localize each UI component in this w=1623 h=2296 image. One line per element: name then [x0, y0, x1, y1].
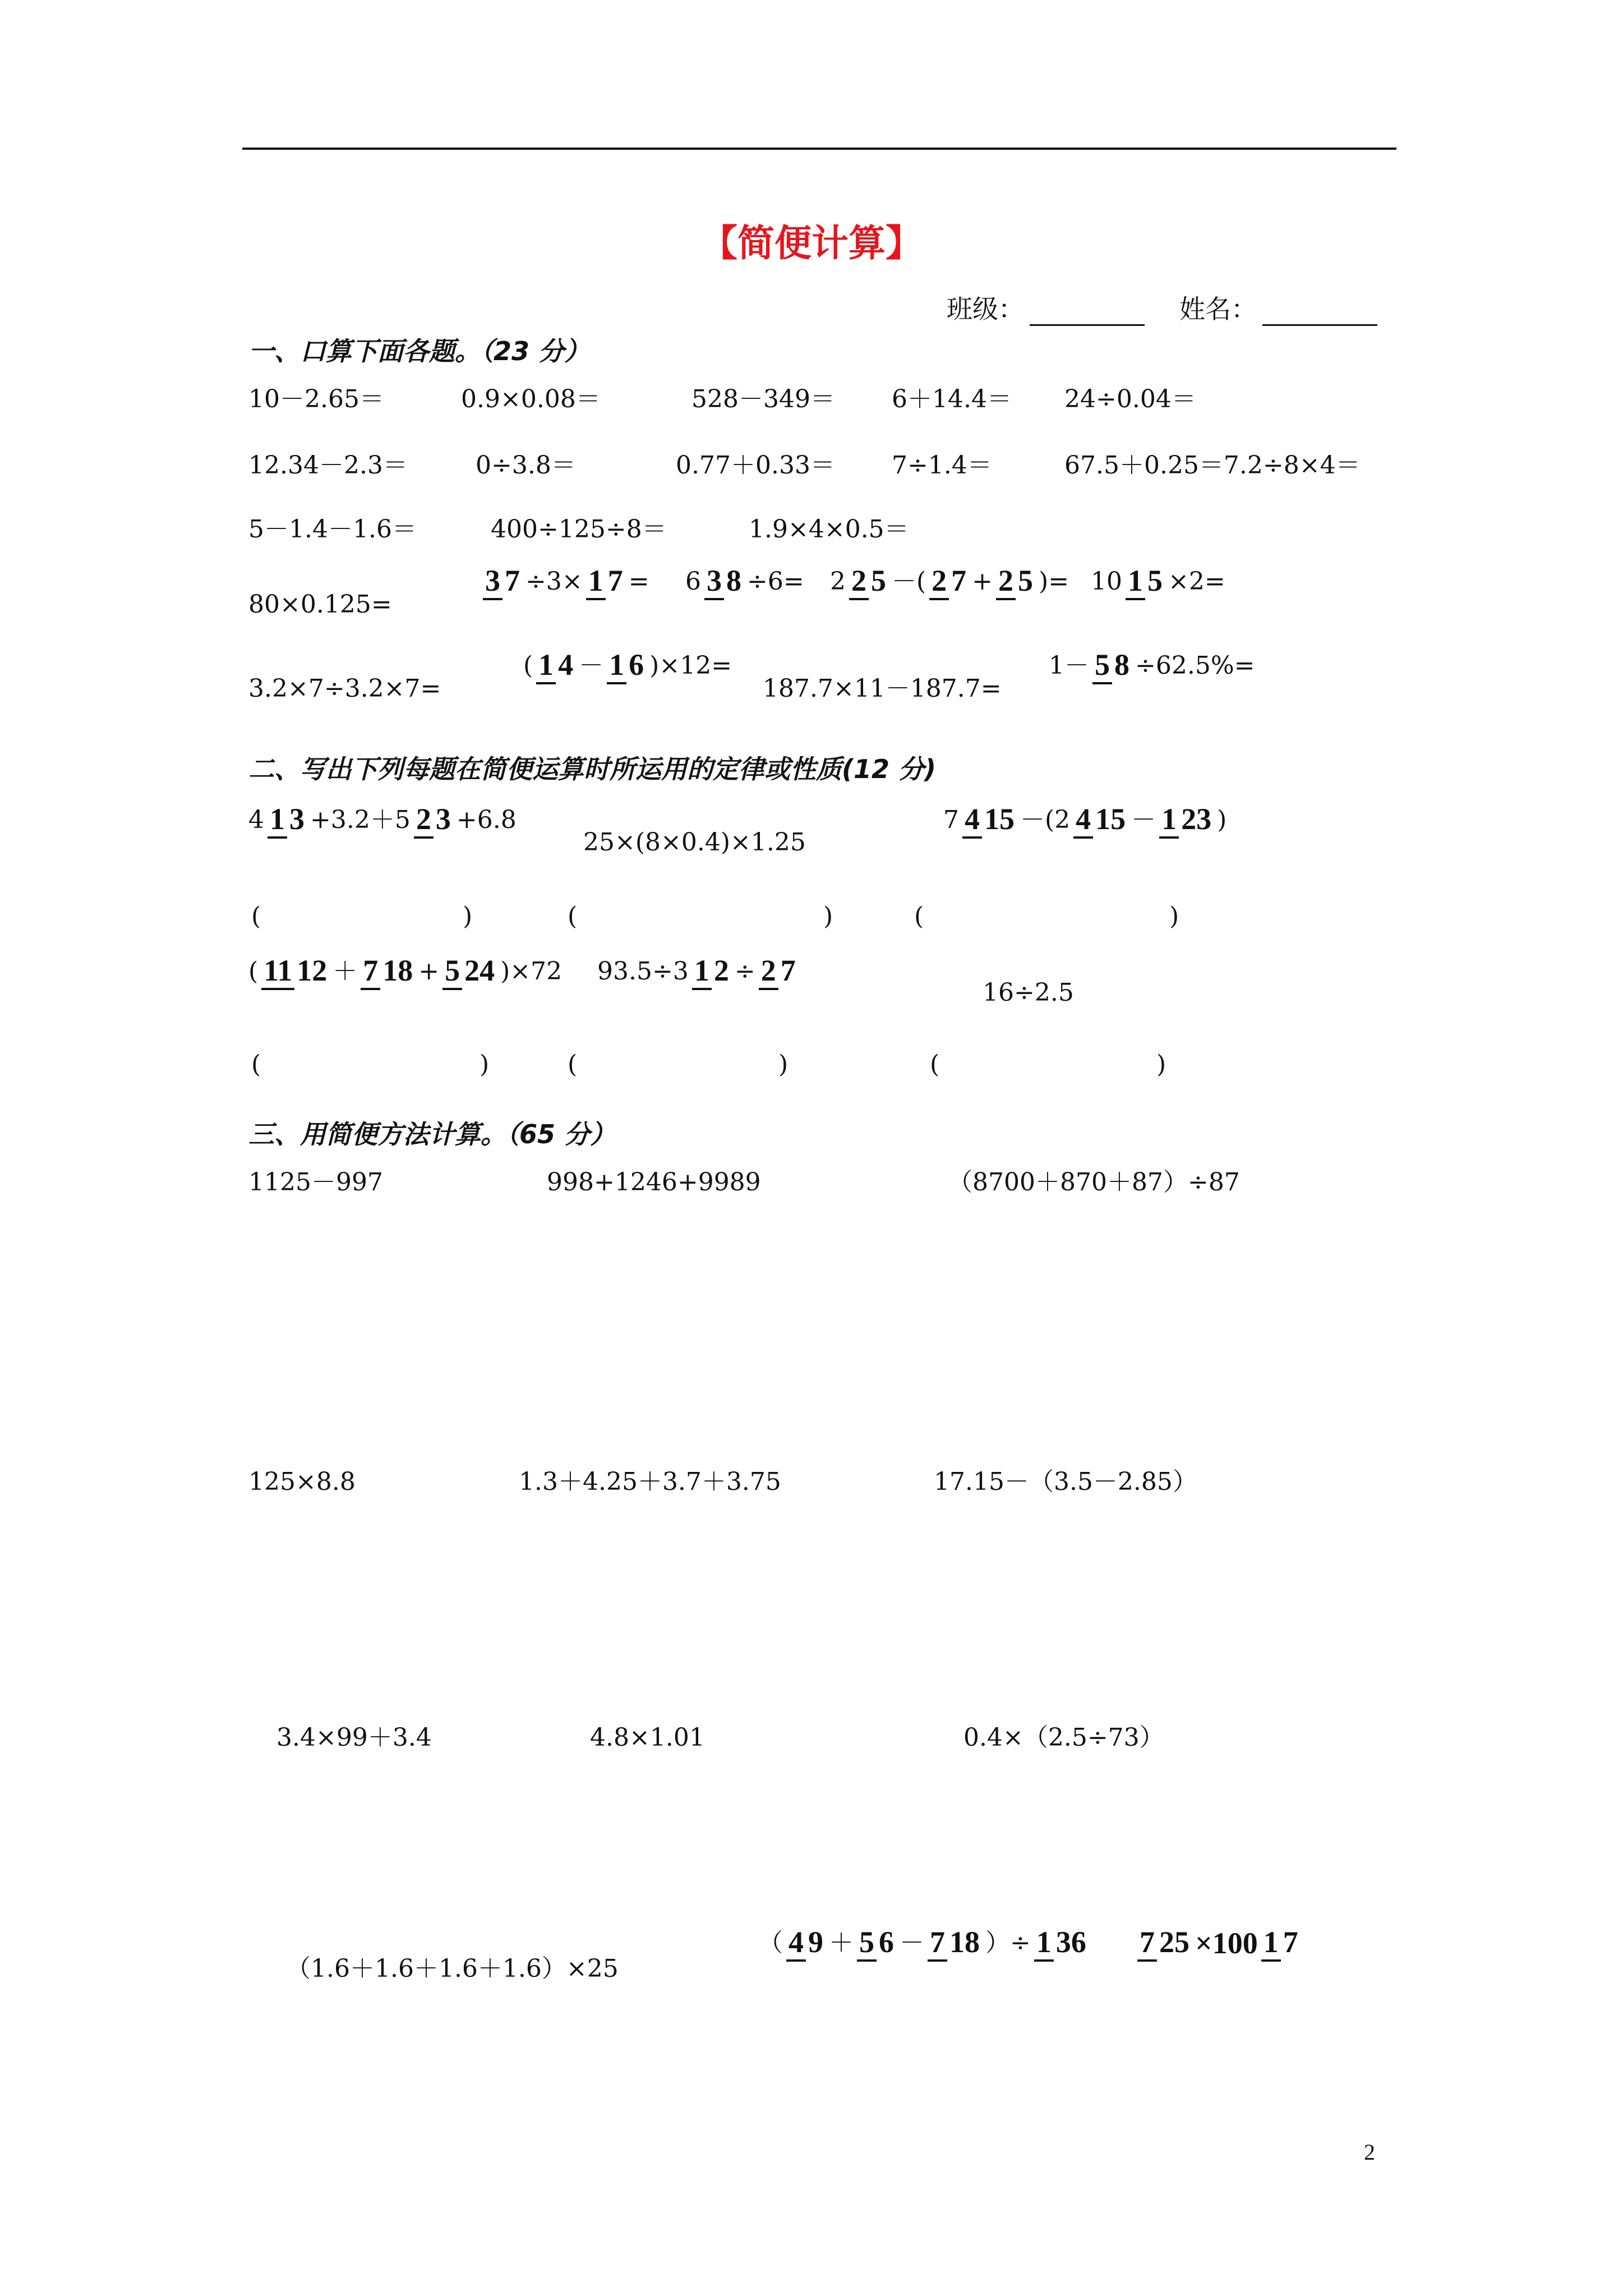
name-blank[interactable]: [1262, 300, 1377, 326]
oral-fraction-item: 6 3 8 ÷6=: [685, 564, 804, 600]
fraction: 1 23: [1159, 802, 1214, 839]
oral-fraction-item: 1－ 5 8 ÷62.5%=: [1049, 648, 1255, 684]
law-item: 16÷2.5: [983, 978, 1074, 1007]
calc-item: 0.4×（2.5÷73）: [963, 1723, 1164, 1752]
oral-item: 0÷3.8＝: [476, 451, 576, 480]
answer-close-paren: ): [479, 1050, 490, 1079]
fraction: 7 25: [1137, 1925, 1192, 1962]
oral-item: 6＋14.4＝: [892, 385, 1012, 413]
answer-close-paren: ): [463, 902, 473, 931]
fraction: 2 7: [929, 564, 969, 600]
fraction: 1 4: [536, 648, 575, 684]
law-answer-6[interactable]: [942, 1046, 1150, 1079]
fraction: 7 18: [361, 954, 415, 990]
section-1-heading: 一、口算下面各题。（23 分）: [248, 336, 591, 366]
oral-item: 67.5＋0.25＝7.2÷8×4＝: [1064, 451, 1361, 480]
calc-item: 3.4×99＋3.4: [276, 1723, 432, 1752]
fraction: 4 15: [1073, 802, 1128, 839]
fraction: 2 5: [996, 564, 1035, 600]
calc-item: （1.6＋1.6＋1.6＋1.6）×25: [286, 1954, 619, 1983]
oral-item: 3.2×7÷3.2×7=: [248, 674, 441, 703]
fraction: 3 8: [704, 564, 744, 600]
fraction: 1 2: [692, 954, 731, 990]
fraction: 11 12: [261, 954, 329, 990]
law-item: 25×(8×0.4)×1.25: [583, 828, 806, 857]
calc-fraction-item: （ 4 9 ＋ 5 6 － 7 18 ）÷ 1 36: [758, 1925, 1092, 1962]
calc-item: 17.15－（3.5－2.85）: [934, 1467, 1197, 1496]
oral-item: 0.77＋0.33＝: [676, 451, 835, 480]
law-item: 7 4 15 －(2 4 15 － 1 23 ): [943, 802, 1227, 839]
law-answer-5[interactable]: [580, 1046, 771, 1079]
oral-item: 0.9×0.08＝: [461, 385, 601, 413]
fraction: 3 7: [483, 564, 522, 600]
law-answer-4[interactable]: [264, 1046, 471, 1079]
fraction: 5 6: [857, 1925, 896, 1962]
fraction: 1 3: [268, 802, 307, 839]
law-answer-1[interactable]: [264, 898, 454, 931]
class-field: [947, 289, 1145, 326]
fraction: 2 5: [849, 564, 888, 600]
answer-close-paren: ): [1156, 1050, 1166, 1079]
calc-item: 4.8×1.01: [590, 1723, 705, 1752]
fraction: 7 18: [928, 1925, 982, 1962]
law-item: ( 11 12 ＋ 7 18 + 5 24 )×72: [248, 954, 562, 990]
oral-fraction-item: 2 2 5 －( 2 7 + 2 5 )=: [830, 564, 1069, 600]
oral-item: 5－1.4－1.6＝: [248, 515, 417, 544]
fraction: 1 7: [1261, 1925, 1301, 1962]
answer-close-paren: ): [823, 902, 833, 931]
law-answer-3[interactable]: [926, 898, 1162, 931]
answer-close-paren: ): [1169, 902, 1179, 931]
oral-fraction-item: ( 1 4 － 1 6 )×12=: [523, 648, 732, 684]
fraction: 1 36: [1034, 1925, 1089, 1962]
calc-fraction-item: 7 25 ×100 1 7: [1134, 1925, 1304, 1962]
answer-close-paren: ): [778, 1050, 789, 1079]
oral-item: 400÷125÷8＝: [491, 515, 667, 544]
oral-item: 24÷0.04＝: [1064, 385, 1196, 413]
oral-fraction-item: 3 7 ÷3× 1 7 =: [479, 564, 649, 600]
fraction: 4 9: [786, 1925, 826, 1962]
answer-open-paren: (: [251, 1050, 261, 1079]
class-label: 班级：: [947, 294, 1024, 324]
calc-item: 998+1246+9989: [547, 1168, 761, 1197]
class-blank[interactable]: [1030, 300, 1145, 326]
calc-item: 125×8.8: [248, 1467, 356, 1496]
oral-item: 80×0.125=: [248, 590, 392, 619]
fraction: 2 3: [414, 802, 453, 839]
oral-item: 10－2.65＝: [248, 385, 384, 413]
fraction: 1 6: [607, 648, 646, 684]
header-rule: [242, 148, 1396, 150]
oral-item: 187.7×11－187.7=: [763, 674, 1002, 703]
page-number: 2: [1364, 2139, 1375, 2165]
answer-open-paren: (: [568, 902, 578, 931]
answer-open-paren: (: [914, 902, 924, 931]
answer-open-paren: (: [568, 1050, 578, 1079]
fraction: 5 24: [442, 954, 497, 990]
name-label: 姓名：: [1179, 294, 1257, 324]
fraction: 1 5: [1126, 564, 1165, 600]
oral-item: 7÷1.4＝: [892, 451, 992, 480]
name-field: [1179, 289, 1377, 326]
law-item: 93.5÷3 1 2 ÷ 2 7: [597, 954, 801, 990]
answer-open-paren: (: [251, 902, 261, 931]
calc-item: 1125－997: [248, 1168, 383, 1197]
fraction: 4 15: [962, 802, 1017, 839]
law-answer-2[interactable]: [580, 898, 815, 931]
calc-item: 1.3＋4.25＋3.7＋3.75: [519, 1467, 781, 1496]
fraction: 5 8: [1092, 648, 1132, 684]
oral-item: 528－349＝: [691, 385, 835, 413]
law-item: 4 1 3 +3.2＋5 2 3 +6.8: [248, 802, 517, 839]
calc-item: （8700＋870＋87）÷87: [948, 1168, 1240, 1197]
section-3-heading: 三、用简便方法计算。（65 分）: [248, 1119, 616, 1149]
answer-open-paren: (: [930, 1050, 940, 1079]
oral-fraction-item: 10 1 5 ×2=: [1091, 564, 1225, 600]
page-title: 【简便计算】: [700, 222, 923, 265]
fraction: 1 7: [586, 564, 625, 600]
fraction: 2 7: [759, 954, 798, 990]
oral-item: 12.34－2.3＝: [248, 451, 408, 480]
oral-item: 1.9×4×0.5＝: [749, 515, 909, 544]
section-2-heading: 二、写出下列每题在简便运算时所运用的定律或性质(12 分): [248, 754, 937, 784]
